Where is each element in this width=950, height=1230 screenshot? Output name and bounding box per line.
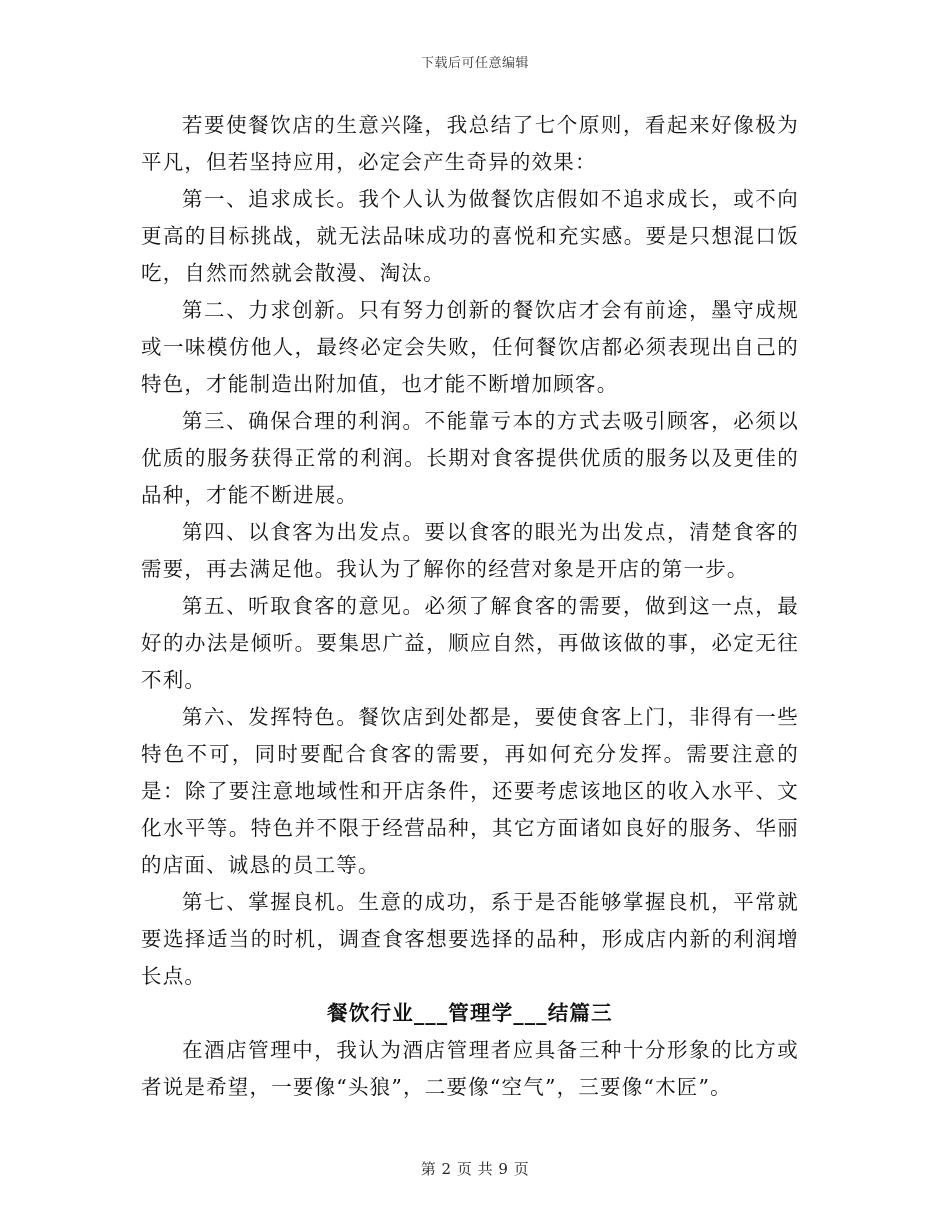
principle-6-paragraph: 第六、发挥特色。餐饮店到处都是，要使食客上门，非得有一些特色不可，同时要配合食客的需要，再如何充分发挥。需要注意的是：除了要注意地域性和开店条件，还要考虑该地区的收入水平、文化水平等。特色并不限于经营品种，其它方面诸如良好的服务、华丽的店面、诚恳的员工等。 — [141, 705, 799, 877]
principle-3-paragraph: 第三、确保合理的利润。不能靠亏本的方式去吸引顾客，必须以优质的服务获得正常的利润。长期对食客提供优质的服务以及更佳的品种，才能不断进展。 — [141, 409, 799, 507]
intro-paragraph: 若要使餐饮店的生意兴隆，我总结了七个原则，看起来好像极为平凡，但若坚持应用，必定会产生奇异的效果： — [141, 113, 799, 174]
principle-1-paragraph: 第一、追求成长。我个人认为做餐饮店假如不追求成长，或不向更高的目标挑战，就无法品味成功的喜悦和充实感。要是只想混口饭吃，自然而然就会散漫、淘汰。 — [141, 187, 799, 285]
closing-paragraph: 在酒店管理中，我认为酒店管理者应具备三种十分形象的比方或者说是希望，一要像“头狼”，二要像“空气”，三要像“木匠”。 — [141, 1038, 799, 1099]
page-footer: 第 2 页 共 9 页 — [420, 1160, 530, 1178]
document-body — [141, 107, 799, 1106]
principle-7-paragraph: 第七、掌握良机。生意的成功，系于是否能够掌握良机，平常就要选择适当的时机，调查食客想要选择的品种，形成店内新的利润增长点。 — [141, 890, 799, 988]
section-heading: 餐饮行业___管理学___结篇三 — [327, 1001, 613, 1025]
principle-5-paragraph: 第五、听取食客的意见。必须了解食客的需要，做到这一点，最好的办法是倾听。要集思广益，顺应自然，再做该做的事，必定无往不利。 — [141, 594, 799, 692]
page-header: 下载后可任意编辑 — [420, 56, 529, 71]
principle-4-paragraph: 第四、以食客为出发点。要以食客的眼光为出发点，清楚食客的需要，再去满足他。我认为了解你的经营对象是开店的第一步。 — [141, 520, 799, 581]
principle-2-paragraph: 第二、力求创新。只有努力创新的餐饮店才会有前途，墨守成规或一味模仿他人，最终必定会失败，任何餐饮店都必须表现出自己的特色，才能制造出附加值，也才能不断增加顾客。 — [141, 298, 799, 396]
